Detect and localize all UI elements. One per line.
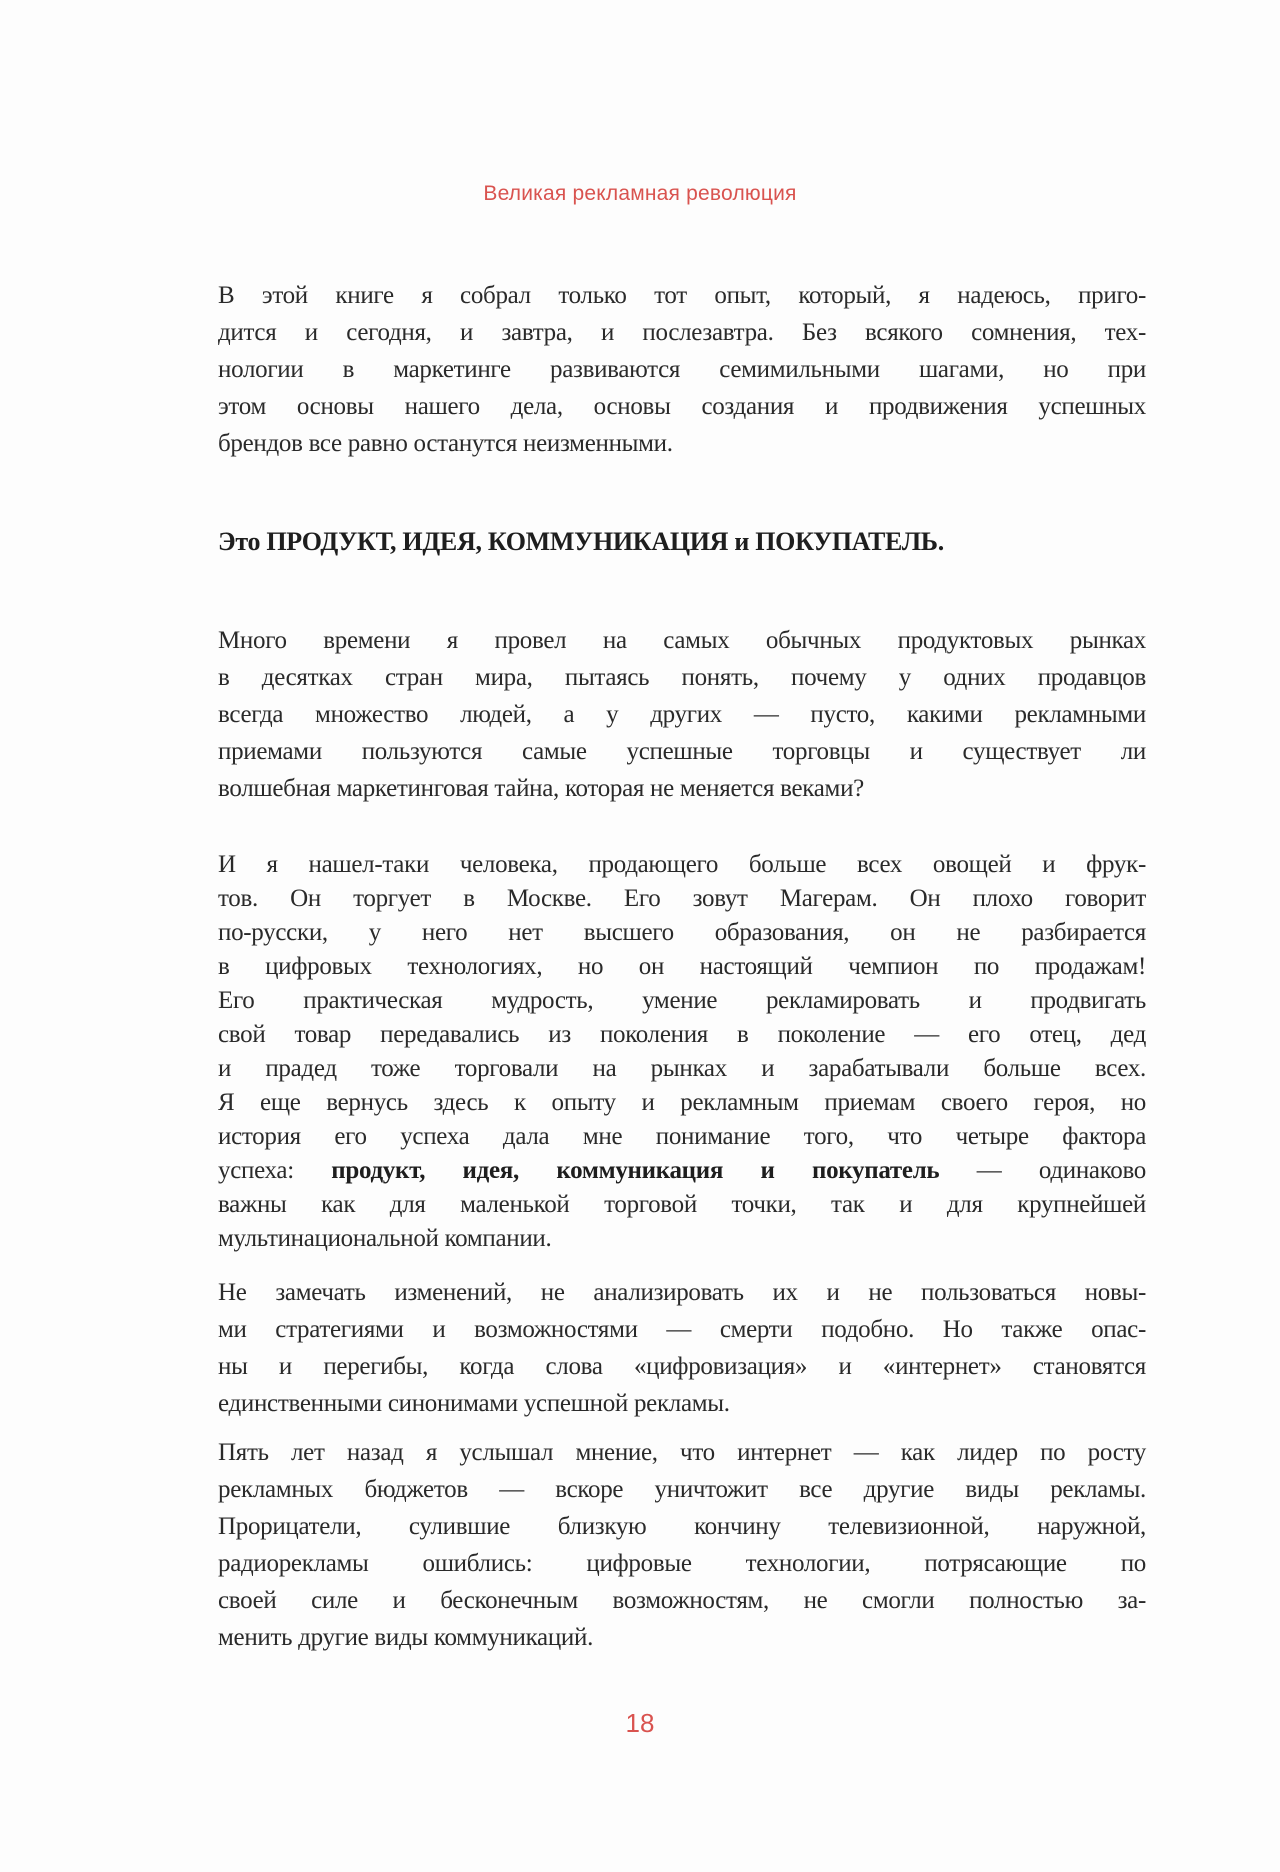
- text-line: в десятках стран мира, пытаясь понять, почему у одних продавцов: [218, 664, 1146, 691]
- paragraph-3: [218, 848, 1146, 1256]
- text-line: в цифровых технологиях, но он настоящий чемпион по продажам!: [218, 953, 1146, 980]
- paragraph-5: [218, 1434, 1146, 1656]
- text-line: дится и сегодня, и завтра, и послезавтра. Без всякого сомнения, тех-: [218, 319, 1146, 346]
- text-line: Пять лет назад я услышал мнение, что интернет — как лидер по росту: [218, 1439, 1146, 1466]
- text-line: своей силе и бесконечным возможностям, не смогли полностью за-: [218, 1587, 1146, 1614]
- text-line: [218, 1154, 1146, 1188]
- paragraph-1: [218, 277, 1146, 462]
- text-line: тов. Он торгует в Москве. Его зовут Магерам. Он плохо говорит: [218, 885, 1146, 912]
- paragraph-2: [218, 622, 1146, 807]
- text-line: важны как для маленькой торговой точки, так и для крупнейшей: [218, 1191, 1146, 1218]
- text-line: приемами пользуются самые успешные торговцы и существует ли: [218, 738, 1146, 765]
- text-line: ми стратегиями и возможностями — смерти подобно. Но также опас-: [218, 1316, 1146, 1343]
- text-segment: — одинаково: [939, 1157, 1147, 1184]
- text-line: рекламных бюджетов — вскоре уничтожит все другие виды рекламы.: [218, 1476, 1146, 1503]
- section-heading: Это ПРОДУКТ, ИДЕЯ, КОММУНИКАЦИЯ и ПОКУПАТЕЛЬ.: [218, 527, 944, 556]
- text-line: Много времени я провел на самых обычных продуктовых рынках: [218, 627, 1146, 654]
- text-line: нологии в маркетинге развиваются семимильными шагами, но при: [218, 356, 1146, 383]
- text-line: брендов все равно останутся неизменными.: [218, 430, 673, 457]
- running-head: Великая рекламная революция: [483, 182, 797, 205]
- text-line: единственными синонимами успешной рекламы.: [218, 1390, 730, 1417]
- text-line: В этой книге я собрал только тот опыт, который, я надеюсь, приго-: [218, 282, 1146, 309]
- text-line: по-русски, у него нет высшего образования, он не разбирается: [218, 919, 1146, 946]
- paragraph-4: [218, 1274, 1146, 1422]
- text-segment: успеха:: [218, 1157, 332, 1184]
- text-line: радиорекламы ошиблись: цифровые технологии, потрясающие по: [218, 1550, 1146, 1577]
- text-line: волшебная маркетинговая тайна, которая не меняется веками?: [218, 775, 864, 802]
- text-line: Я еще вернусь здесь к опыту и рекламным приемам своего героя, но: [218, 1089, 1146, 1116]
- text-line: этом основы нашего дела, основы создания и продвижения успешных: [218, 393, 1146, 420]
- text-line: и прадед тоже торговали на рынках и зарабатывали больше всех.: [218, 1055, 1146, 1082]
- text-line: ны и перегибы, когда слова «цифровизация» и «интернет» становятся: [218, 1353, 1146, 1380]
- bold-text: продукт, идея, коммуникация и покупатель: [331, 1157, 940, 1184]
- text-line: Не замечать изменений, не анализировать их и не пользоваться новы-: [218, 1279, 1146, 1306]
- text-line: свой товар передавались из поколения в поколение — его отец, дед: [218, 1021, 1146, 1048]
- text-line: Прорицатели, сулившие близкую кончину телевизионной, наружной,: [218, 1513, 1146, 1540]
- page-number: 18: [625, 1708, 655, 1738]
- text-line: всегда множество людей, а у других — пусто, какими рекламными: [218, 701, 1146, 728]
- text-line: И я нашел-таки человека, продающего больше всех овощей и фрук-: [218, 851, 1146, 878]
- text-line: мультинациональной компании.: [218, 1225, 552, 1252]
- text-line: менить другие виды коммуникаций.: [218, 1624, 594, 1651]
- text-line: Его практическая мудрость, умение рекламировать и продвигать: [218, 987, 1146, 1014]
- text-line: история его успеха дала мне понимание того, что четыре фактора: [218, 1123, 1146, 1150]
